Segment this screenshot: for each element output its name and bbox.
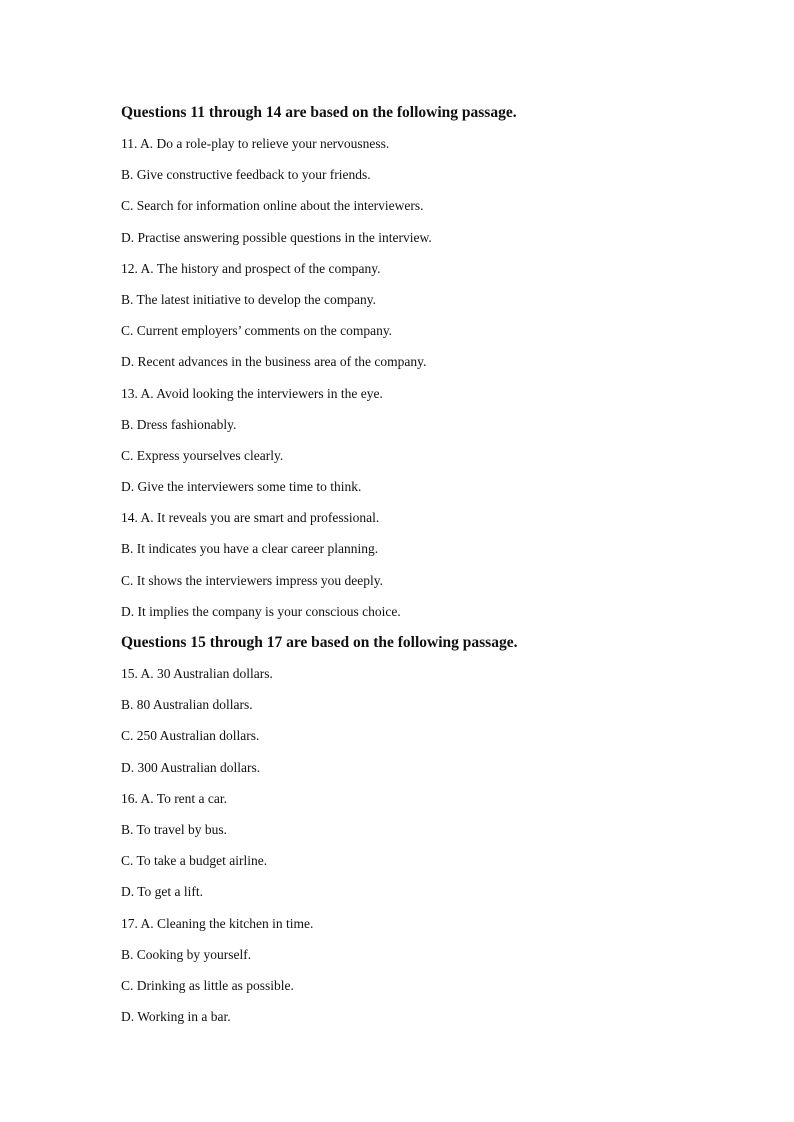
question-11-option-c: C. Search for information online about the interviewers.: [121, 198, 424, 214]
question-15-option-c: C. 250 Australian dollars.: [121, 728, 260, 744]
question-14-option-a: 14. A. It reveals you are smart and professional.: [121, 510, 380, 526]
question-13-option-d: D. Give the interviewers some time to think.: [121, 479, 362, 495]
question-16-option-a: 16. A. To rent a car.: [121, 790, 228, 806]
question-15-option-a: 15. A. 30 Australian dollars.: [121, 666, 273, 681]
question-14-option-c: C. It shows the interviewers impress you deeply.: [121, 572, 383, 588]
question-15-option-b: B. 80 Australian dollars.: [121, 697, 253, 713]
section-heading: Questions 15 through 17 are based on the following passage.: [121, 634, 518, 651]
question-17-option-d: D. Working in a bar.: [121, 1009, 231, 1025]
question-12-option-d: D. Recent advances in the business area of the company.: [121, 354, 427, 370]
section-questions-11-14: [121, 100, 761, 630]
question-11-option-d: D. Practise answering possible questions in the interview.: [121, 229, 432, 245]
question-17-option-c: C. Drinking as little as possible.: [121, 977, 294, 993]
question-13-option-a: 13. A. Avoid looking the interviewers in the eye.: [121, 385, 383, 401]
question-17-option-a: 17. A. Cleaning the kitchen in time.: [121, 915, 314, 931]
question-12-option-c: C. Current employers’ comments on the company.: [121, 323, 393, 339]
question-16-option-b: B. To travel by bus.: [121, 821, 228, 837]
document-page: [121, 100, 761, 1035]
question-12-option-a: 12. A. The history and prospect of the company.: [121, 260, 381, 276]
section-heading: Questions 11 through 14 are based on the following passage.: [121, 104, 517, 121]
question-11-option-b: B. Give constructive feedback to your friends.: [121, 167, 371, 183]
question-15-option-d: D. 300 Australian dollars.: [121, 759, 261, 775]
question-17-option-b: B. Cooking by yourself.: [121, 946, 252, 962]
question-16-option-d: D. To get a lift.: [121, 884, 204, 900]
section-questions-15-17: [121, 630, 761, 1035]
question-16-option-c: C. To take a budget airline.: [121, 853, 268, 869]
question-14-option-d: D. It implies the company is your conscious choice.: [121, 603, 401, 619]
question-13-option-c: C. Express yourselves clearly.: [121, 447, 284, 463]
question-14-option-b: B. It indicates you have a clear career planning.: [121, 541, 379, 557]
question-12-option-b: B. The latest initiative to develop the company.: [121, 291, 376, 307]
question-13-option-b: B. Dress fashionably.: [121, 416, 237, 432]
question-11-option-a: 11. A. Do a role-play to relieve your nervousness.: [121, 136, 390, 151]
